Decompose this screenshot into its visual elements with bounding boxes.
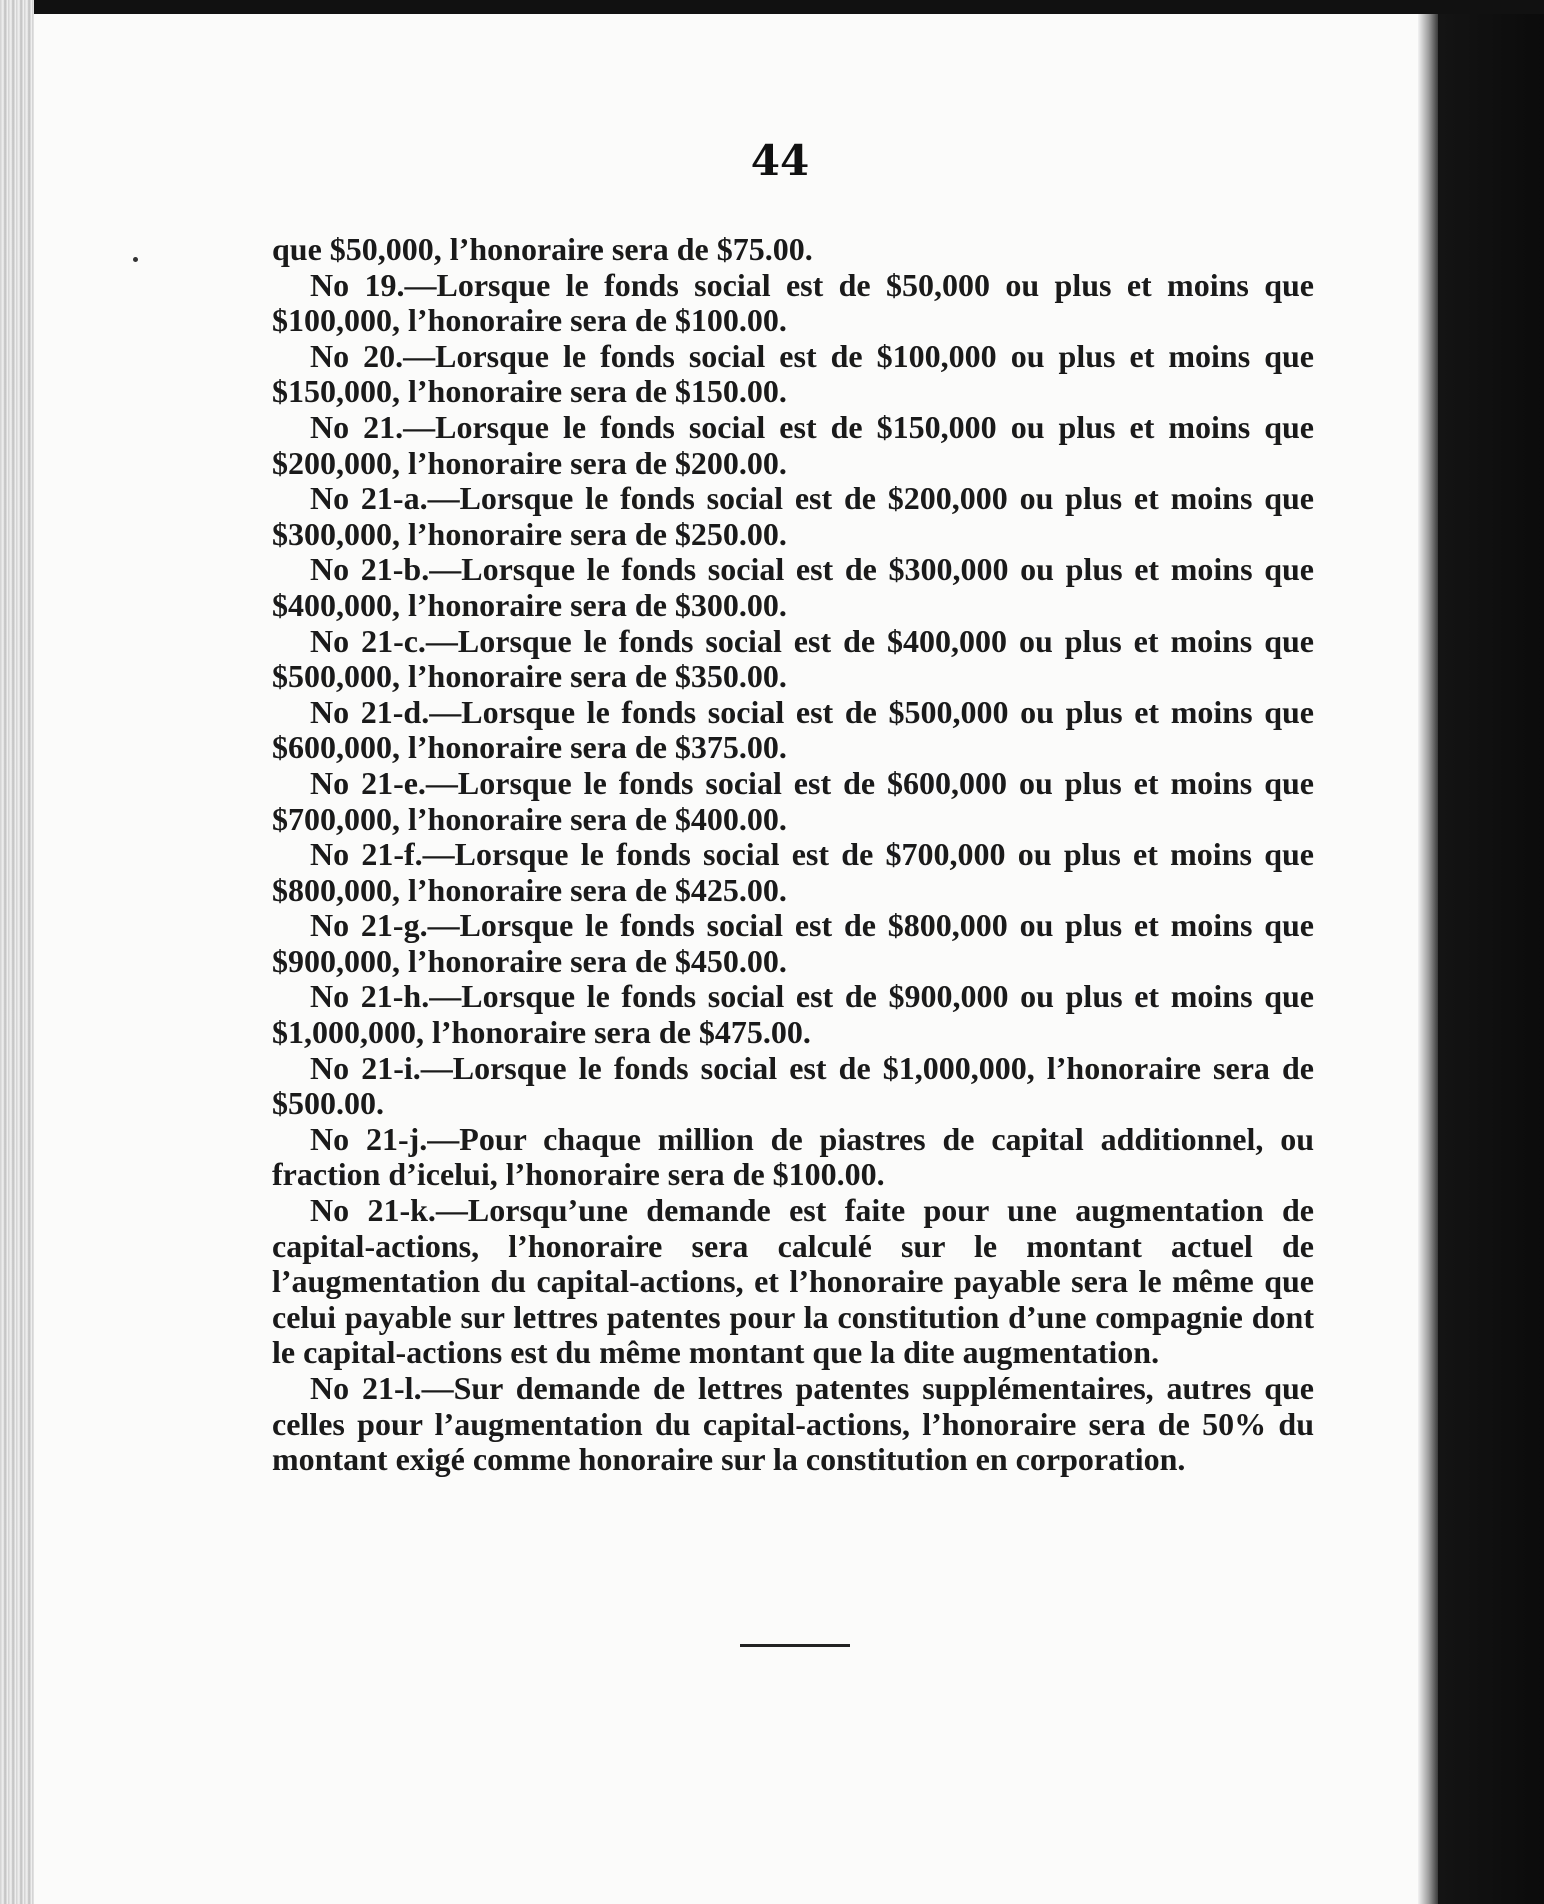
page-number: 44 (750, 136, 810, 185)
paragraph-no-21-b: No 21-b.—Lorsque le fonds social est de $300,000 ou plus et moins que $400,000, l’honoraire sera de $300.00. (272, 551, 1314, 623)
page-stack-edge (0, 0, 34, 1904)
paragraph-no-19: No 19.—Lorsque le fonds social est de $50,000 ou plus et moins que $100,000, l’honoraire sera de $100.00. (272, 266, 1314, 339)
paragraph-no-21-k: No 21-k.—Lorsqu’une demande est faite pour une augmentation de capital-actions, l’honoraire sera calculé sur le montant actuel de l’augmentation du capital-actions, et l’honoraire payable sera le même que celui payable sur lettres patentes pour la constitution d’une compagnie dont le capital-actions est du même montant que la dite augmentation. (272, 1192, 1314, 1371)
book-gutter-shadow (1418, 14, 1438, 1904)
ink-speck (133, 257, 138, 262)
end-rule (740, 1644, 850, 1647)
paragraph-no-21-h: No 21-h.—Lorsque le fonds social est de $900,000 ou plus et moins que $1,000,000, l’honoraire sera de $475.00. (272, 978, 1314, 1051)
paragraph-no-21-a: No 21-a.—Lorsque le fonds social est de $200,000 ou plus et moins que $300,000, l’honoraire sera de $250.00. (272, 480, 1314, 552)
paragraph-no-21-j: No 21-j.—Pour chaque million de piastres de capital additionnel, ou fraction d’icelui, l’honoraire sera de $100.00. (272, 1120, 1314, 1193)
scan-right-border (1438, 14, 1544, 1904)
paragraph-no-21: No 21.—Lorsque le fonds social est de $150,000 ou plus et moins que $200,000, l’honoraire sera de $200.00. (272, 408, 1314, 481)
paragraph-no-21-d: No 21-d.—Lorsque le fonds social est de $500,000 ou plus et moins que $600,000, l’honoraire sera de $375.00. (272, 693, 1314, 766)
scan-top-border (0, 0, 1544, 14)
paragraph-no-21-i: No 21-i.—Lorsque le fonds social est de $1,000,000, l’honoraire sera de $500.00. (272, 1049, 1314, 1122)
paragraph-no-21-e: No 21-e.—Lorsque le fonds social est de $600,000 ou plus et moins que $700,000, l’honoraire sera de $400.00. (272, 764, 1314, 837)
body-text (272, 232, 1314, 1478)
paragraph-no-20: No 20.—Lorsque le fonds social est de $100,000 ou plus et moins que $150,000, l’honoraire sera de $150.00. (272, 337, 1314, 410)
paragraph-no-21-c: No 21-c.—Lorsque le fonds social est de $400,000 ou plus et moins que $500,000, l’honoraire sera de $350.00. (272, 622, 1314, 695)
paragraph-no-21-l: No 21-l.—Sur demande de lettres patentes supplémentaires, autres que celles pour l’augmentation du capital-actions, l’honoraire sera de 50% du montant exigé comme honoraire sur la constitution en corporation. (272, 1370, 1314, 1478)
paragraph-no-21-g: No 21-g.—Lorsque le fonds social est de $800,000 ou plus et moins que $900,000, l’honoraire sera de $450.00. (272, 907, 1314, 979)
paragraph-continuation: que $50,000, l’honoraire sera de $75.00. (272, 231, 813, 267)
paragraph-no-21-f: No 21-f.—Lorsque le fonds social est de $700,000 ou plus et moins que $800,000, l’honoraire sera de $425.00. (272, 836, 1314, 908)
